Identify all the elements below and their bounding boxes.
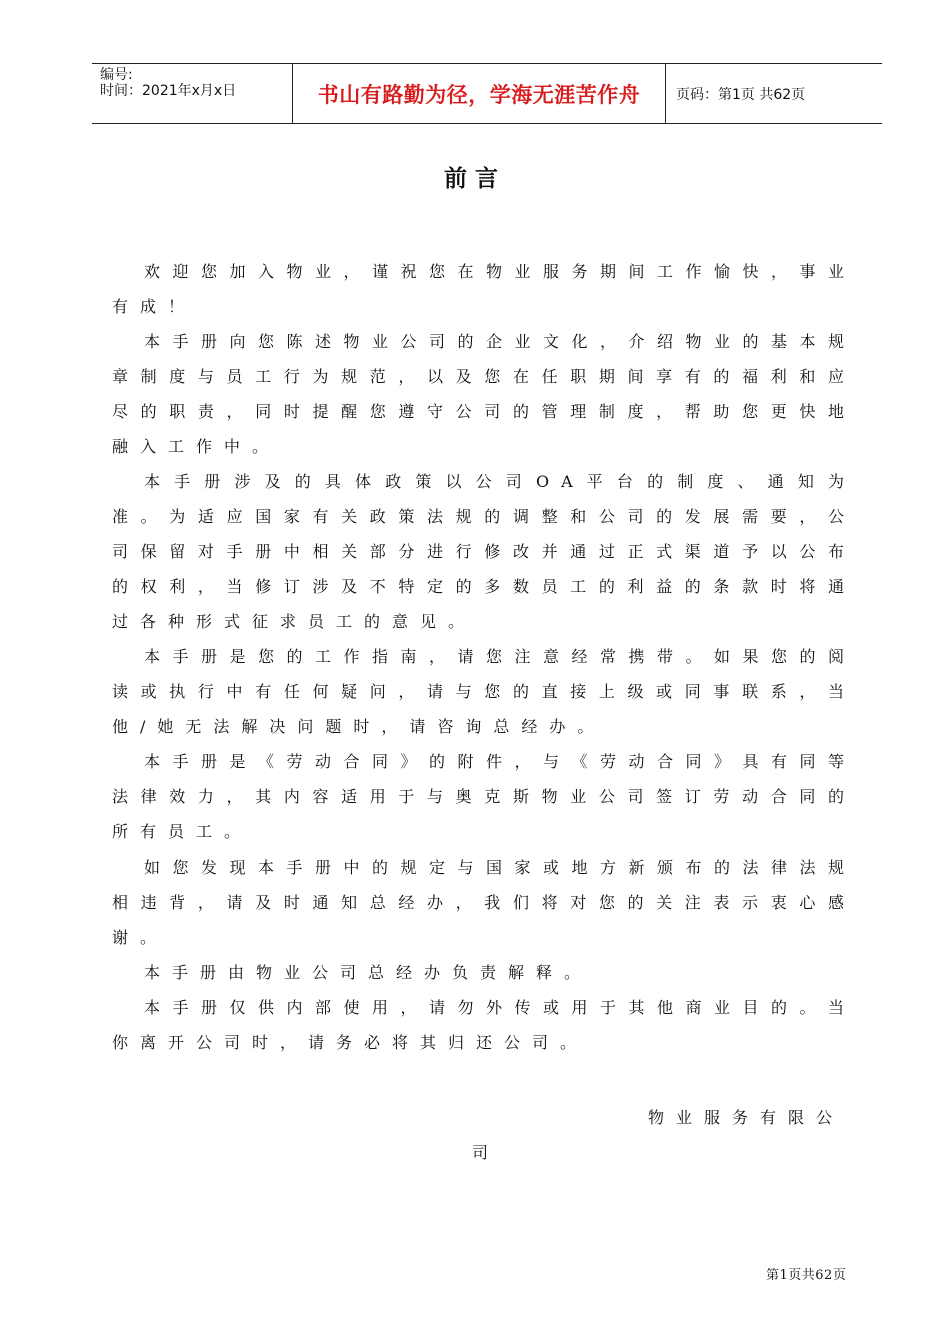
- header-table: [92, 63, 882, 124]
- document-number-label: 编号:: [100, 67, 133, 83]
- paragraph-purpose: 本手册向您陈述物业公司的企业文化，介绍物业的基本规章制度与员工行为规范，以及您在任职期间享有的福利和应尽的职责，同时提醒您遵守公司的管理制度，帮助您更快地融入工作中。: [112, 332, 856, 456]
- header-meta-cell: [92, 64, 293, 123]
- paragraph-guide: 本手册是您的工作指南，请您注意经常携带。如果您的阅读或执行中有任何疑问，请与您的直接上级或同事联系，当他/她无法解决问题时，请咨询总经办。: [112, 647, 856, 736]
- header-motto: 书山有路勤为径，学海无涯苦作舟: [293, 64, 666, 123]
- paragraph-interpretation: 本手册由物业公司总经办负责解释。: [144, 963, 593, 982]
- paragraph-internal-use: 本手册仅供内部使用，请勿外传或用于其他商业目的。当你离开公司时，请务必将其归还公司。: [112, 998, 856, 1052]
- paragraph-policy: 本手册涉及的具体政策以公司OA平台的制度、通知为准。为适应国家有关政策法规的调整和公司的发展需要，公司保留对手册中相关部分进行修改并通过正式渠道予以公布的权利，当修订涉及不特定的多数员工的利益的条款时将通过各种形式征求员工的意见。: [112, 472, 856, 631]
- header-page-number: 页码：第1页 共62页: [676, 86, 806, 103]
- signature-company-tail: 司: [472, 1143, 489, 1162]
- paragraph-welcome: 欢迎您加入物业，谨祝您在物业服务期间工作愉快，事业有成！: [112, 262, 856, 316]
- paragraph-contract: 本手册是《劳动合同》的附件，与《劳动合同》具有同等法律效力，其内容适用于与奥克斯物业公司签订劳动合同的所有员工。: [112, 752, 856, 841]
- document-time-label: 时间：2021年x月x日: [100, 83, 237, 99]
- paragraph-conflict: 如您发现本手册中的规定与国家或地方新颁布的法律法规相违背，请及时通知总经办，我们将对您的关注表示衷心感谢。: [112, 858, 856, 947]
- page-title: 前言: [444, 165, 506, 192]
- footer-page-number: 第1页共62页: [766, 1268, 847, 1283]
- signature-company: 物业服务有限公: [648, 1108, 845, 1127]
